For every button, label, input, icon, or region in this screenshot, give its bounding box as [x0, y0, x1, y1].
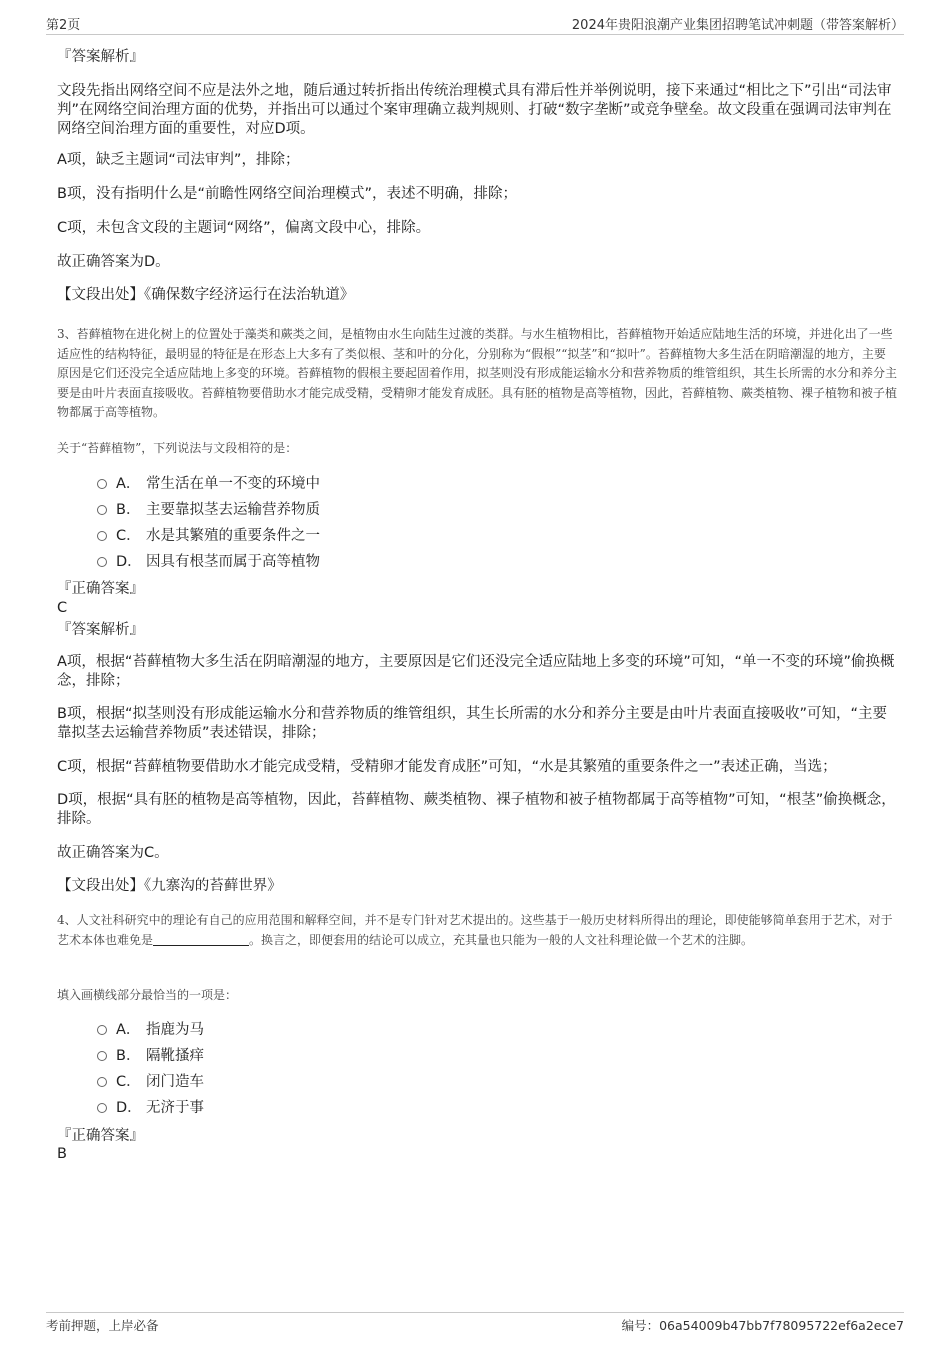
radio-icon[interactable]	[97, 531, 107, 541]
q3-option-d[interactable]: D． 因具有根茎而属于高等植物	[97, 552, 320, 572]
q3-note-d: D项，根据“具有胚的植物是高等植物，因此，苔藓植物、蕨类植物、裸子植物和被子植物都属于高等植物”可知，“根茎”偷换概念，排除。	[57, 792, 896, 827]
q3-analysis-label: 『答案解析』	[57, 622, 144, 638]
page-number: 第2页	[46, 18, 81, 33]
q3-option-a[interactable]: A． 常生活在单一不变的环境中	[97, 474, 320, 494]
q2-note-a: A项，缺乏主题词“司法审判”，排除；	[57, 152, 300, 168]
q2-note-b: B项，没有指明什么是“前瞻性网络空间治理模式”，表述不明确，排除；	[57, 186, 517, 202]
radio-icon[interactable]	[97, 1051, 107, 1061]
q4-question: 填入画横线部分最恰当的一项是：	[57, 988, 238, 1002]
q2-source: 【文段出处】《确保数字经济运行在法治轨道》	[57, 287, 355, 303]
radio-icon[interactable]	[97, 1103, 107, 1113]
q3-answer-label: 『正确答案』	[57, 581, 144, 597]
q3-conclusion: 故正确答案为C。	[57, 845, 169, 861]
q4-answer-label: 『正确答案』	[57, 1128, 144, 1144]
q2-analysis-text: 文段先指出网络空间不应是法外之地，随后通过转折指出传统治理模式具有滞后性并举例说明，接下来通过“相比之下”引出“司法审判”在网络空间治理方面的优势，并指出可以通过个案审理确立裁判规则、打破“数字垄断”或竞争壁垒。故文段重在强调司法审判在网络空间治理方面的重要性，对应D项。	[57, 83, 892, 137]
page-header	[46, 14, 904, 35]
q3-stem: 3、苔藓植物在进化树上的位置处于藻类和蕨类之间，是植物由水生向陆生过渡的类群。与水生植物相比，苔藓植物开始适应陆地生活的环境，并进化出了一些适应性的结构特征，最明显的特征是在形态上大多有了类似根、茎和叶的分化，分别称为“假根”“拟茎”和“拟叶”。苔藓植物大多生活在阴暗潮湿的地方，主要原因是它们还没完全适应陆地上多变的环境。苔藓植物的假根主要起固着作用，拟茎则没有形成能运输水分和营养物质的维管组织，其生长所需的水分和养分主要是由叶片表面直接吸收。苔藓植物要借助水才能完成受精，受精卵才能发育成胚。具有胚的植物是高等植物，因此，苔藓植物、蕨类植物、裸子植物和被子植物都属于高等植物。	[57, 327, 898, 419]
q3-note-a: A项，根据“苔藓植物大多生活在阴暗潮湿的地方，主要原因是它们还没完全适应陆地上多变的环境”可知，“单一不变的环境”偷换概念，排除；	[57, 654, 895, 689]
document-id: 编号：06a54009b47bb7f78095722ef6a2ece7	[621, 1318, 904, 1333]
document-title: 2024年贵阳浪潮产业集团招聘笔试冲刺题（带答案解析）	[571, 18, 904, 33]
q2-note-c: C项，未包含文段的主题词“网络”，偏离文段中心，排除。	[57, 220, 431, 236]
footer-slogan: 考前押题，上岸必备	[46, 1318, 159, 1333]
q3-question: 关于“苔藓植物”，下列说法与文段相符的是：	[57, 441, 298, 455]
q4-option-a[interactable]: A． 指鹿为马	[97, 1020, 204, 1040]
q3-answer: C	[57, 600, 68, 616]
q3-note-b: B项，根据“拟茎则没有形成能运输水分和营养物质的维管组织，其生长所需的水分和养分主要是由叶片表面直接吸收”可知，“主要靠拟茎去运输营养物质”表述错误，排除；	[57, 706, 887, 741]
q4-stem: 4、人文社科研究中的理论有自己的应用范围和解释空间，并不是专门针对艺术提出的。这些基于一般历史材料所得出的理论，即使能够简单套用于艺术，对于艺术本体也难免是 。换言之，即便套用的结论可以成立，充其量也只能为一般的人文社科理论做一个艺术的注脚。	[57, 913, 893, 947]
radio-icon[interactable]	[97, 505, 107, 515]
radio-icon[interactable]	[97, 1077, 107, 1087]
q3-option-c[interactable]: C． 水是其繁殖的重要条件之一	[97, 526, 320, 546]
q3-note-c: C项，根据“苔藓植物要借助水才能完成受精，受精卵才能发育成胚”可知，“水是其繁殖的重要条件之一”表述正确，当选；	[57, 759, 837, 775]
q4-option-b[interactable]: B． 隔靴搔痒	[97, 1046, 204, 1066]
q2-analysis-label: 『答案解析』	[57, 49, 144, 65]
radio-icon[interactable]	[97, 1025, 107, 1035]
page-footer	[46, 1312, 904, 1333]
q3-option-b[interactable]: B． 主要靠拟茎去运输营养物质	[97, 500, 320, 520]
fill-in-blank	[153, 933, 249, 946]
radio-icon[interactable]	[97, 479, 107, 489]
q2-conclusion: 故正确答案为D。	[57, 254, 170, 270]
radio-icon[interactable]	[97, 557, 107, 567]
q4-answer: B	[57, 1146, 67, 1162]
q4-option-c[interactable]: C． 闭门造车	[97, 1072, 204, 1092]
q4-option-d[interactable]: D． 无济于事	[97, 1098, 204, 1118]
q3-source: 【文段出处】《九寨沟的苔藓世界》	[57, 878, 282, 894]
